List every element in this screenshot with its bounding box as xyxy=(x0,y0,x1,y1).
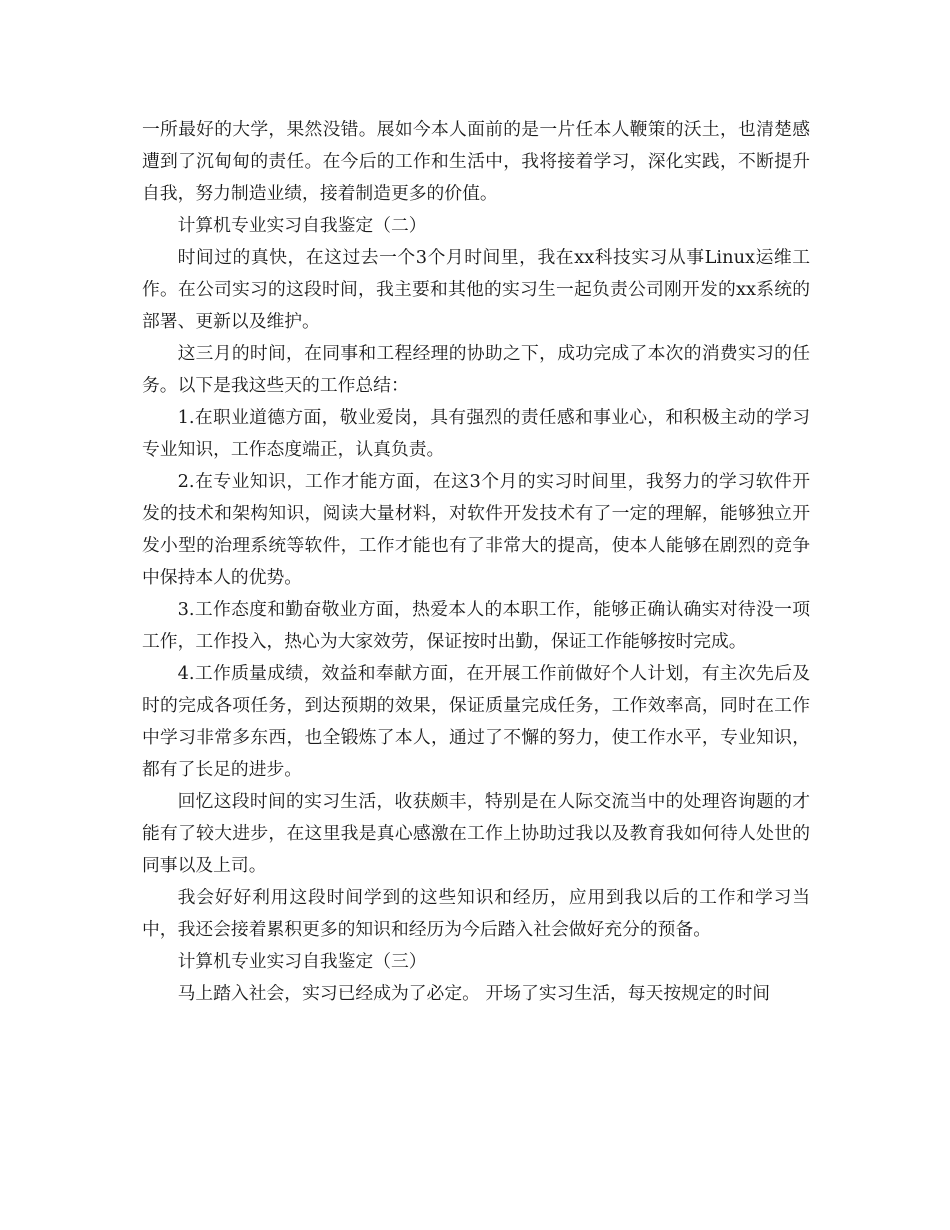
paragraph-section-3-start: 马上踏入社会，实习已经成为了必定。 开场了实习生活，每天按规定的时间 xyxy=(177,983,771,1004)
document-page xyxy=(142,114,810,1010)
paragraph-reflection: 回忆这段时间的实习生活，收获颇丰，特别是在人际交流当中的处理咨询题的才能有了较大进步，在这里我是真心感激在工作上协助过我以及教育我如何待人处世的同事以及上司。 xyxy=(142,791,810,876)
paragraph-item-3: 3.工作态度和勤奋敬业方面，热爱本人的本职工作，能够正确认确实对待没一项工作，工作投入，热心为大家效劳，保证按时出勤，保证工作能够按时完成。 xyxy=(142,599,810,652)
paragraph-continuation: 一所最好的大学，果然没错。展如今本人面前的是一片任本人鞭策的沃土，也清楚感遭到了沉甸甸的责任。在今后的工作和生活中，我将接着学习，深化实践，不断提升自我，努力制造业绩，接着制造更多的价值。 xyxy=(142,119,810,204)
section-heading-3: 计算机专业实习自我鉴定（三） xyxy=(177,951,427,972)
paragraph-conclusion: 我会好好利用这段时间学到的这些知识和经历，应用到我以后的工作和学习当中，我还会接着累积更多的知识和经历为今后踏入社会做好充分的预备。 xyxy=(142,887,810,940)
paragraph-item-1: 1.在职业道德方面，敬业爱岗，具有强烈的责任感和事业心，和积极主动的学习专业知识，工作态度端正，认真负责。 xyxy=(142,407,810,460)
section-heading-2: 计算机专业实习自我鉴定（二） xyxy=(177,215,427,236)
paragraph-summary-lead: 这三月的时间，在同事和工程经理的协助之下，成功完成了本次的消费实习的任务。以下是我这些天的工作总结： xyxy=(142,343,810,396)
paragraph-item-2: 2.在专业知识，工作才能方面，在这3个月的实习时间里，我努力的学习软件开发的技术和架构知识，阅读大量材料，对软件开发技术有了一定的理解，能够独立开发小型的治理系统等软件，工作才能也有了非常大的提高，使本人能够在剧烈的竞争中保持本人的优势。 xyxy=(142,471,810,588)
paragraph-intro: 时间过的真快，在这过去一个3个月时间里，我在xx科技实习从事Linux运维工作。在公司实习的这段时间，我主要和其他的实习生一起负责公司刚开发的xx系统的部署、更新以及维护。 xyxy=(142,247,810,332)
paragraph-item-4: 4.工作质量成绩，效益和奉献方面，在开展工作前做好个人计划，有主次先后及时的完成各项任务，到达预期的效果，保证质量完成任务，工作效率高，同时在工作中学习非常多东西，也全锻炼了本人，通过了不懈的努力，使工作水平，专业知识，都有了长足的进步。 xyxy=(142,663,810,780)
